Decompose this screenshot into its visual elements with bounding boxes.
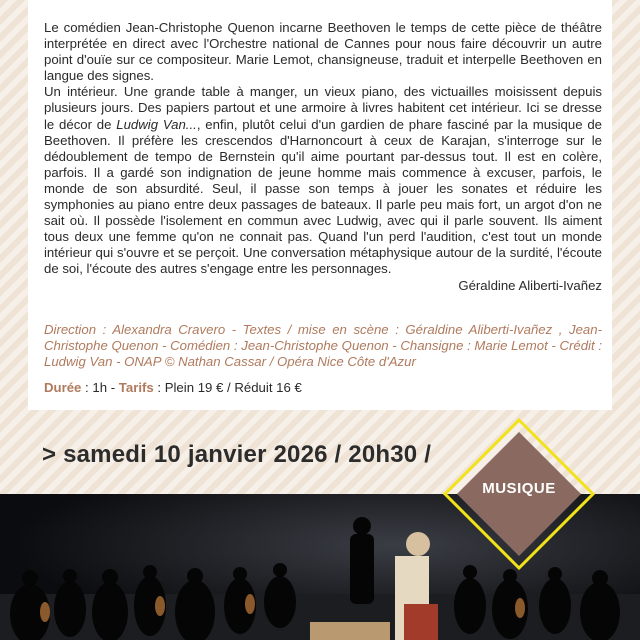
description-paragraph-1: Le comédien Jean-Christophe Quenon incarne Beethoven le temps de cette pièce de théâtre interprétée en direct avec l'Orchestre national de Cannes pour nous faire découvrir un autre point d'ouïe sur ce compositeur. Marie Lemot, chansigneuse, traduit et interpelle Beethoven en langue des signes. (44, 20, 602, 84)
event-date-time (42, 441, 482, 469)
duration-pricing (44, 380, 602, 395)
event-time: / 20h30 / (327, 441, 432, 468)
pricing-value: : Plein 19 € / Réduit 16 € (153, 380, 302, 395)
pricing-label: Tarifs (118, 380, 154, 395)
duration-value: : 1h - (81, 380, 119, 395)
author-signature: Géraldine Aliberti-Ivañez (458, 277, 602, 293)
category-badge (443, 418, 595, 570)
play-title: Ludwig Van... (116, 116, 197, 132)
duration-label: Durée (44, 380, 82, 395)
credits: Direction : Alexandra Cravero - Textes / mise en scène : Géraldine Aliberti-Ivañez , Jean-Christophe Quenon - Comédien : Jean-Christophe Quenon - Chansigne : Marie Lemot - Crédit : Ludwig Van - ONAP © Nathan Cassar / Opéra Nice Côte d'Azur (44, 322, 602, 370)
event-date: > samedi 10 janvier 2026 (42, 441, 328, 468)
description (44, 20, 602, 294)
description-paragraph-2: Un intérieur. Une grande table à manger, un vieux piano, des victuailles moisissent depuis plusieurs jours. Des papiers partout et une armoire à livres habitent cet intérieur. Ici se dresse le décor de Ludwig Van..., enfin, plutôt celui d'un gardien de phare fasciné par la musique de Beethoven. Il préfère les crescendos d'Harnoncourt à ceux de Karajan, s'interroge sur le dédoublement de tempo de Bernstein qu'il aime pourtant par-dessus tout. Il est en colère, parfois. Il a gardé son indignation de jeune homme mais commence à excuser, parfois, le monde de son absurdité. Seul, il passe son temps à jouer les sonates et réduire les symphonies au piano entre deux passages de bateaux. Il parle peu mais fort, un argot d'on ne sait où. Il possède l'isolement en commun avec Ludwig, avec qui il parle souvent. Ils aiment tous deux une femme qu'on ne connait pas. Quand l'un perd l'audition, c'est tout un monde intérieur qui s'ouvre et se perçoit. Une conversation métaphysique autour de la surdité, l'écoute de soi, l'écoute des autres s'engage entre les personnages. (44, 84, 603, 277)
category-label: MUSIQUE (482, 480, 556, 497)
